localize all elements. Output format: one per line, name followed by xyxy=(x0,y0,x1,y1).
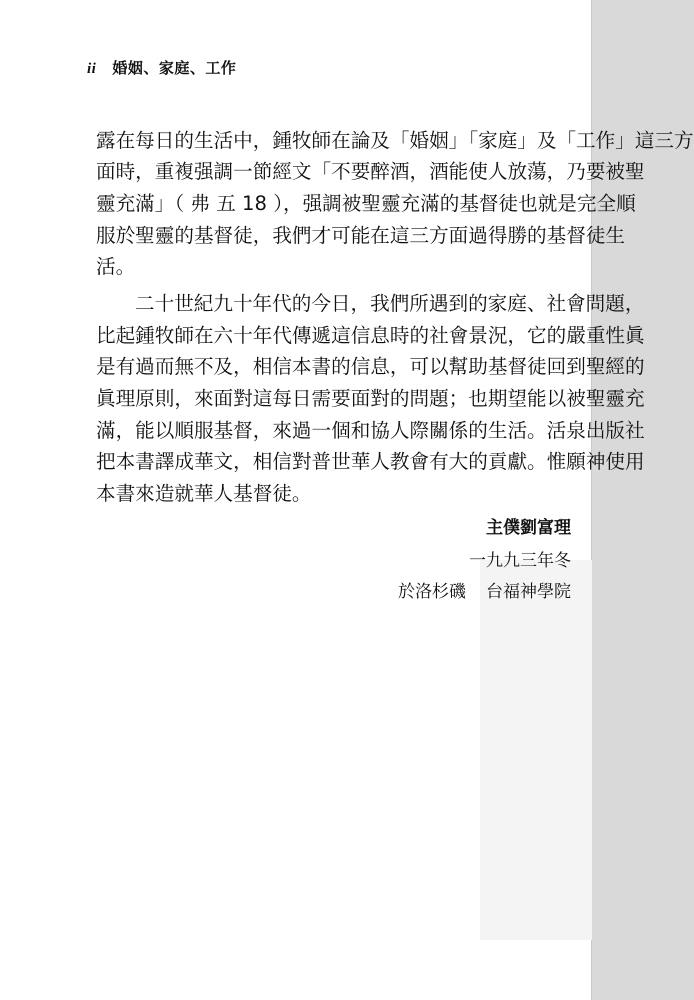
running-header xyxy=(87,57,236,78)
signature-date: 一九九三年冬 xyxy=(469,551,571,571)
running-title: 婚姻、家庭、工作 xyxy=(112,59,237,77)
page-number: ii xyxy=(87,61,97,77)
body-line: 把本書譯成華文，相信對普世華人教會有大的貢獻。惟願神使用 xyxy=(96,450,645,473)
body-line: 是有過而無不及，相信本書的信息，可以幫助基督徒回到聖經的 xyxy=(96,355,645,378)
signature-institution: 台福神學院 xyxy=(486,582,571,602)
signature-name: 主僕劉富理 xyxy=(486,518,571,538)
signature-location xyxy=(398,584,571,601)
body-line: 露在每日的生活中，鍾牧師在論及「婚姻」「家庭」及「工作」這三方 xyxy=(96,129,694,152)
signature-place: 於洛杉磯 xyxy=(398,582,466,602)
body-line: 面時，重複强調一節經文「不要醉酒，酒能使人放蕩，乃要被聖 xyxy=(96,160,645,183)
body-line: 本書來造就華人基督徒。 xyxy=(96,482,312,505)
body-line: 二十世紀九十年代的今日，我們所遇到的家庭、社會問題， xyxy=(135,292,645,315)
body-line: 比起鍾牧師在六十年代傳遞這信息時的社會景況，它的嚴重性眞 xyxy=(96,324,645,347)
bleed-through-shadow xyxy=(480,560,592,940)
body-line: 滿，能以順服基督，來過一個和協人際關係的生活。活泉出版社 xyxy=(96,419,645,442)
body-line: 活。 xyxy=(96,255,136,278)
body-line: 靈充滿」（ 弗 五 18 ），强調被聖靈充滿的基督徒也就是完全順 xyxy=(96,192,636,215)
body-line: 眞理原則，來面對這每日需要面對的問題；也期望能以被聖靈充 xyxy=(96,387,645,410)
body-line: 服於聖靈的基督徒，我們才可能在這三方面過得勝的基督徒生 xyxy=(96,224,626,247)
